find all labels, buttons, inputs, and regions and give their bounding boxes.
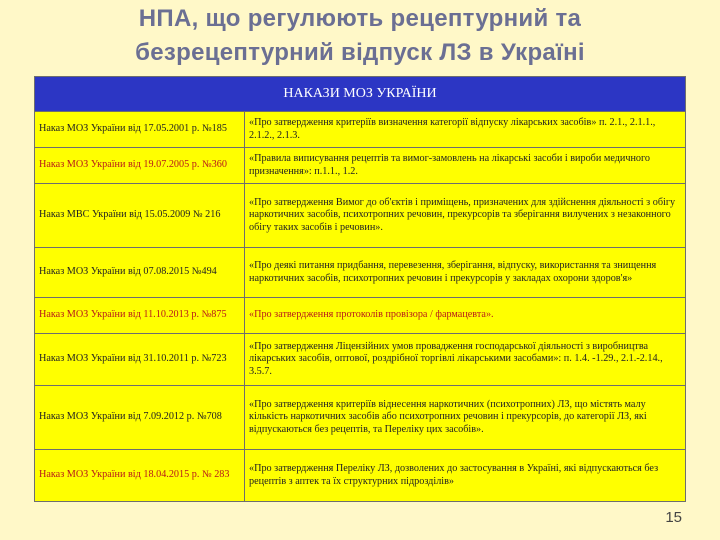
order-description: «Про затвердження критеріїв віднесення наркотичних (психотропних) ЛЗ, що містять малу кількість наркотичних засобів або психотропних речовин і прекурсорів, до категорії ЛЗ, які відпускаються без рецептів, та Переліку цих засобів».	[245, 386, 686, 450]
slide-title-line-2: безрецептурний відпуск ЛЗ в Україні	[135, 39, 585, 66]
table-body	[35, 112, 686, 502]
table-row	[35, 334, 686, 386]
order-reference: Наказ МОЗ України від 11.10.2013 р. №875	[35, 298, 245, 334]
order-description: «Про затвердження протоколів провізора / фармацевта».	[245, 298, 686, 334]
orders-table	[34, 76, 686, 502]
order-description: «Про затвердження Вимог до об'єктів і приміщень, призначених для здійснення діяльності з обігу наркотичних засобів, психотропних речовин, прекурсорів та зберігання вилучених з незаконного обігу таких засобів і речовин».	[245, 184, 686, 248]
table-row	[35, 112, 686, 148]
slide-title	[0, 2, 720, 70]
order-reference: Наказ МОЗ України від 31.10.2011 р. №723	[35, 334, 245, 386]
page-number: 15	[665, 509, 682, 526]
table-row	[35, 298, 686, 334]
order-reference: Наказ МОЗ України від 7.09.2012 р. №708	[35, 386, 245, 450]
slide-title-line-1: НПА, що регулюють рецептурний та	[138, 5, 582, 32]
order-description: «Про деякі питання придбання, перевезення, зберігання, відпуску, використання та знищення наркотичних засобів, психотропних речовин і прекурсорів у закладах охорони здоров'я»	[245, 248, 686, 298]
table-row	[35, 184, 686, 248]
order-reference: Наказ МОЗ України від 07.08.2015 №494	[35, 248, 245, 298]
table-row	[35, 450, 686, 502]
order-description: «Про затвердження Ліцензійних умов провадження господарської діяльності з виробництва лікарських засобів, оптової, роздрібної торгівлі лікарськими засобами»: п. 1.4. -1.29., 2.1.-2.14., 3.5.7.	[245, 334, 686, 386]
order-description: «Правила виписування рецептів та вимог-замовлень на лікарські засоби і вироби медичного призначення»: п.1.1., 1.2.	[245, 148, 686, 184]
order-description: «Про затвердження критеріїв визначення категорії відпуску лікарських засобів» п. 2.1., 2.1.1., 2.1.2., 2.1.3.	[245, 112, 686, 148]
order-description: «Про затвердження Переліку ЛЗ, дозволених до застосування в Україні, які відпускаються без рецептів з аптек та їх структурних підрозділів»	[245, 450, 686, 502]
order-reference: Наказ МВС України від 15.05.2009 № 216	[35, 184, 245, 248]
table-row	[35, 148, 686, 184]
order-reference: Наказ МОЗ України від 19.07.2005 р. №360	[35, 148, 245, 184]
table-header-row	[35, 77, 686, 112]
table-row	[35, 248, 686, 298]
order-reference: Наказ МОЗ України від 17.05.2001 р. №185	[35, 112, 245, 148]
order-reference: Наказ МОЗ України від 18.04.2015 р. № 283	[35, 450, 245, 502]
table-row	[35, 386, 686, 450]
table-header: НАКАЗИ МОЗ УКРАЇНИ	[35, 77, 686, 112]
